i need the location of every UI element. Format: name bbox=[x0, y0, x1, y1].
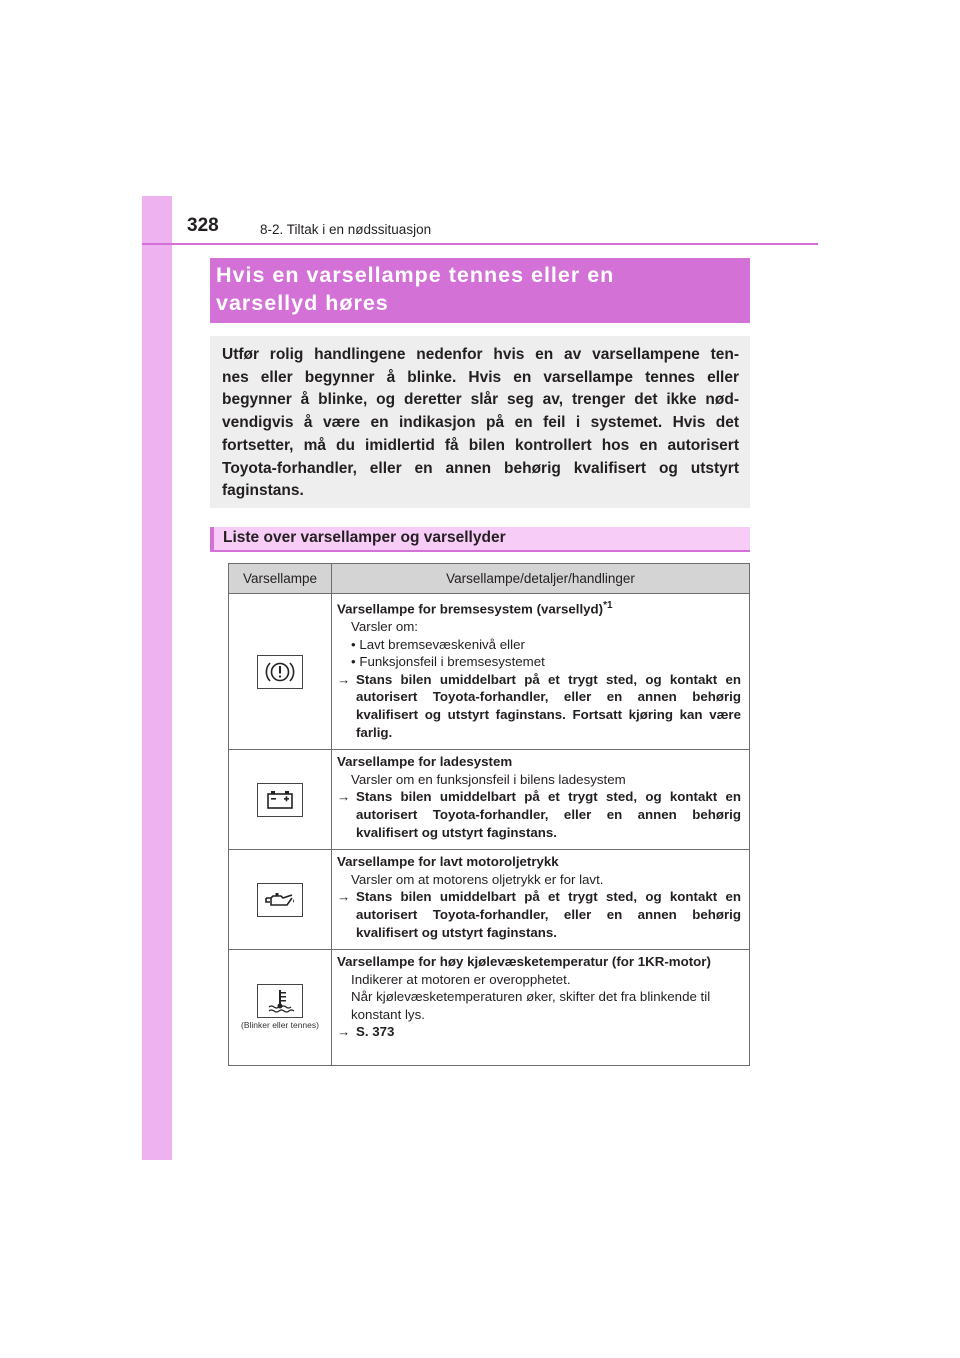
title-line: Hvis en varsellampe tennes eller en bbox=[216, 263, 615, 287]
arrow-icon: → bbox=[337, 889, 351, 905]
action-line: → Stans bilen umiddelbart på et trygt sted, og kontakt en autorisert Toyota-forhandler, eller en annen behørig kvalifisert og utstyrt faginstans. bbox=[337, 789, 741, 840]
table-row bbox=[229, 950, 750, 1066]
details-cell bbox=[332, 850, 750, 950]
details-cell bbox=[332, 750, 750, 850]
footnote-marker: *1 bbox=[603, 600, 613, 611]
action-line: → Stans bilen umiddelbart på et trygt sted, og kontakt en autorisert Toyota-forhandler, eller en annen behørig kvalifisert og utstyrt faginstans. Fortsatt kjøring kan være farlig. bbox=[337, 671, 741, 740]
coolant-temperature-icon bbox=[257, 984, 303, 1018]
title-line: varsellyd høres bbox=[216, 291, 389, 315]
side-tab bbox=[142, 196, 172, 1160]
column-header-lamp: Varsellampe bbox=[229, 564, 332, 594]
icon-cell bbox=[229, 594, 332, 750]
arrow-icon: → bbox=[337, 1024, 351, 1040]
icon-cell bbox=[229, 950, 332, 1066]
bullet-item: • Lavt bremsevæskenivå eller bbox=[351, 636, 525, 652]
action-line: → Stans bilen umiddelbart på et trygt sted, og kontakt en autorisert Toyota-forhandler, eller en annen behørig kvalifisert og utstyrt faginstans. bbox=[337, 889, 741, 940]
desc-line: Varsler om: bbox=[351, 619, 418, 635]
intro-line: Utfør rolig handlingene nedenfor hvis en av varsellampene ten- bbox=[222, 346, 739, 363]
intro-line: Toyota-forhandler, eller en annen behørig kvalifisert og utstyrt bbox=[222, 459, 739, 477]
table-row bbox=[229, 750, 750, 850]
title-banner bbox=[210, 258, 750, 323]
header-rule bbox=[142, 243, 818, 245]
table-row bbox=[229, 594, 750, 750]
intro-box bbox=[210, 336, 750, 508]
lamp-title: Varsellampe for lavt motoroljetrykk bbox=[337, 854, 559, 870]
subheading: Liste over varsellamper og varsellyder bbox=[210, 527, 750, 552]
desc-line: Indikerer at motoren er overopphetet. bbox=[351, 971, 571, 987]
icon-caption: (Blinker eller tennes) bbox=[241, 1020, 319, 1031]
intro-line: begynner å blinke, og deretter slår seg av, trenger det ikke nød- bbox=[222, 391, 739, 409]
table-row bbox=[229, 850, 750, 950]
oil-pressure-icon bbox=[257, 883, 303, 917]
desc-line: Når kjølevæsketemperaturen øker, skifter det fra blinkende til konstant lys. bbox=[351, 989, 711, 1022]
column-header-details: Varsellampe/detaljer/handlinger bbox=[332, 564, 750, 594]
page-number: 328 bbox=[187, 215, 219, 236]
intro-line: vendigvis å være en indikasjon på en feil i systemet. Hvis det bbox=[222, 414, 739, 432]
table-header-row bbox=[229, 564, 750, 594]
details-cell bbox=[332, 950, 750, 1066]
battery-charging-icon bbox=[257, 783, 303, 817]
page-reference: → S. 373 bbox=[337, 1024, 395, 1040]
details-cell bbox=[332, 594, 750, 750]
warning-table bbox=[228, 563, 750, 1066]
brake-warning-icon bbox=[257, 655, 303, 689]
icon-cell bbox=[229, 850, 332, 950]
desc-line: Varsler om en funksjonsfeil i bilens ladesystem bbox=[351, 771, 626, 787]
lamp-title: Varsellampe for høy kjølevæsketemperatur (for 1KR-motor) bbox=[337, 954, 711, 970]
intro-line: nes eller begynner å blinke. Hvis en varsellampe tennes eller bbox=[222, 368, 739, 386]
intro-line: fortsetter, må du imidlertid få bilen kontrollert hos en autorisert bbox=[222, 436, 739, 454]
arrow-icon: → bbox=[337, 789, 351, 805]
lamp-title: Varsellampe for bremsesystem (varsellyd) bbox=[337, 601, 604, 617]
bullet-item: • Funksjonsfeil i bremsesystemet bbox=[351, 654, 545, 670]
arrow-icon: → bbox=[337, 671, 351, 687]
desc-line: Varsler om at motorens oljetrykk er for lavt. bbox=[351, 871, 604, 887]
section-path: 8-2. Tiltak i en nødssituasjon bbox=[260, 222, 432, 237]
lamp-title: Varsellampe for ladesystem bbox=[337, 754, 513, 770]
intro-line: faginstans. bbox=[222, 482, 304, 500]
icon-cell bbox=[229, 750, 332, 850]
